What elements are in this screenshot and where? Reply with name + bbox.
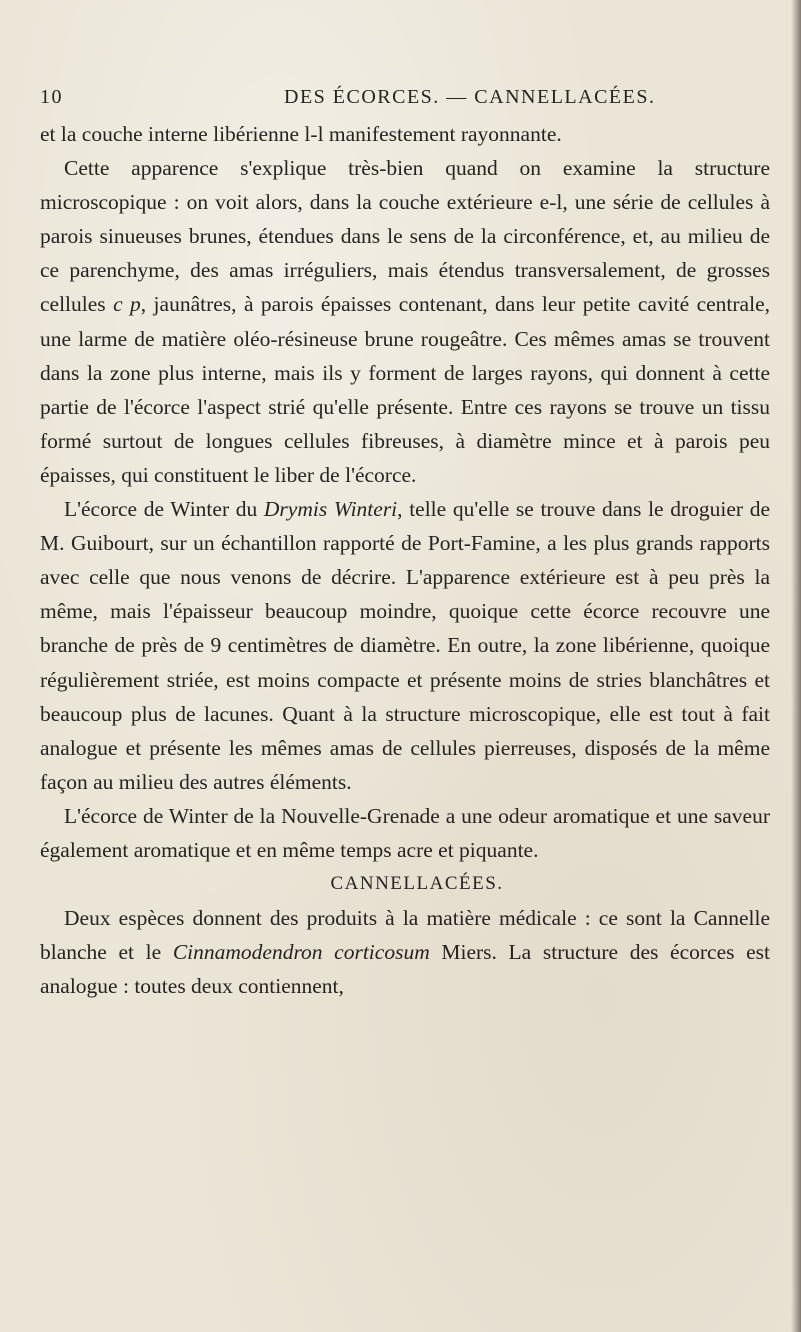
page-header bbox=[40, 86, 770, 114]
paragraph-4 bbox=[40, 799, 770, 867]
paragraph-3-italic: Drymis Winteri bbox=[263, 497, 398, 522]
paragraph-5-italic: Cinnamodendron corticosum bbox=[172, 940, 430, 965]
paragraph-5 bbox=[40, 901, 770, 1003]
paragraph-5-text-a: Deux espèces donnent des produits à la matière médicale : ce sont la Cannelle blanche et le bbox=[40, 906, 770, 965]
paragraph-3 bbox=[40, 492, 770, 799]
body-text bbox=[40, 117, 770, 1003]
paragraph-3-text-c: , telle qu'elle se trouve dans le droguier de M. Guibourt, sur un échantillon rapporté de Port-Famine, a les plus grands rapports avec celle que nous venons de décrire. L'apparence extérieure est à peu près la même, mais l'épaisseur beaucoup moindre, quoique cette écorce recouvre une branche de près de 9 centimètres de diamètre. En outre, la zone libérienne, quoique régulièrement striée, est moins compacte et présente moins de stries blanchâtres et beaucoup plus de lacunes. Quant à la structure microscopique, elle est tout à fait analogue et présente les mêmes amas de cellules pierreuses, disposés de la même façon au milieu des autres éléments. bbox=[40, 497, 771, 794]
paragraph-2-text-a: Cette apparence s'explique très-bien quand on examine la structure microscopique : on voit alors, dans la couche extérieure e-l, une série de cellules à parois sinueuses brunes, étendues dans le sens de la circonférence, et, au milieu de ce parenchyme, des amas irréguliers, mais étendus transversalement, de grosses cellules bbox=[40, 156, 770, 317]
paragraph-2 bbox=[40, 151, 770, 492]
section-heading: CANNELLACÉES. bbox=[330, 873, 504, 895]
paragraph-1-text: et la couche interne libérienne l-l manifestement rayonnante. bbox=[40, 122, 562, 146]
paragraph-2-text-c: , jaunâtres, à parois épaisses contenant, dans leur petite cavité centrale, une larme de matière oléo-résineuse brune rougeâtre. Ces mêmes amas se trouvent dans la zone plus interne, mais ils y forment de larges rayons, qui donnent à cette partie de l'écorce l'aspect strié qu'elle présente. Entre ces rayons se trouve un tissu formé surtout de longues cellules fibreuses, à diamètre mince et à parois peu épaisses, qui constituent le liber de l'écorce. bbox=[40, 292, 770, 487]
paragraph-5-text-c: Miers. La structure des écorces est analogue : toutes deux contiennent, bbox=[40, 940, 771, 999]
paragraph-1 bbox=[40, 117, 770, 151]
paragraph-3-text-a: L'écorce de Winter du bbox=[64, 497, 264, 522]
page-number: 10 bbox=[40, 86, 63, 108]
running-head: DES ÉCORCES. — CANNELLACÉES. bbox=[284, 86, 656, 108]
paragraph-4-text: L'écorce de Winter de la Nouvelle-Grenade a une odeur aromatique et une saveur également aromatique et en même temps acre et piquante. bbox=[40, 803, 770, 862]
paragraph-2-italic: c p bbox=[113, 292, 141, 317]
page-edge-shadow bbox=[791, 0, 801, 1332]
